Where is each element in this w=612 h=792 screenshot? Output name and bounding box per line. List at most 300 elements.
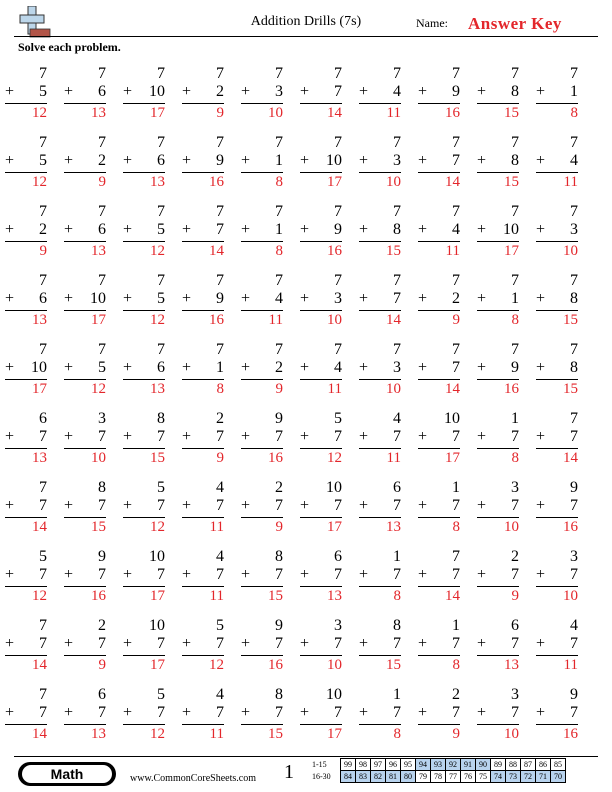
problem-top-number: 7 xyxy=(511,341,519,358)
plus-sign: + xyxy=(64,497,74,514)
problem-top-number: 3 xyxy=(334,617,342,634)
problem xyxy=(182,617,224,677)
problem xyxy=(182,203,224,263)
problem xyxy=(64,134,106,194)
problem-bottom-number: 7 xyxy=(334,704,342,721)
plus-sign: + xyxy=(418,428,428,445)
answer: 12 xyxy=(209,657,224,673)
problem xyxy=(477,203,519,263)
problem-top-number: 5 xyxy=(334,410,342,427)
problem xyxy=(359,479,401,539)
answer: 17 xyxy=(150,588,165,604)
problem-bottom-number: 4 xyxy=(393,83,401,100)
problem-top-number: 7 xyxy=(334,65,342,82)
problem xyxy=(241,134,283,194)
problem-bottom-number: 7 xyxy=(452,635,460,652)
page-number: 1 xyxy=(284,761,294,783)
problem-bottom-number: 7 xyxy=(157,497,165,514)
score-row-label: 1-15 xyxy=(312,760,327,769)
plus-sign: + xyxy=(5,566,15,583)
problem xyxy=(123,272,165,332)
problem-bottom-number: 7 xyxy=(393,566,401,583)
problem-bottom-number: 10 xyxy=(149,83,165,100)
problem-top-number: 8 xyxy=(275,548,283,565)
score-cell: 84 xyxy=(341,771,356,783)
problem-top-number: 4 xyxy=(216,686,224,703)
problem xyxy=(536,134,578,194)
problem-bottom-number: 7 xyxy=(570,497,578,514)
problem-top-number: 6 xyxy=(334,548,342,565)
problem-bottom-number: 7 xyxy=(157,635,165,652)
problem-bottom-number: 5 xyxy=(157,221,165,238)
problem-bottom-number: 8 xyxy=(570,290,578,307)
plus-sign: + xyxy=(418,635,428,652)
problem-top-number: 4 xyxy=(216,548,224,565)
problem-bottom-number: 7 xyxy=(570,635,578,652)
answer: 8 xyxy=(511,312,519,328)
plus-sign: + xyxy=(536,221,546,238)
problem-bottom-number: 2 xyxy=(39,221,47,238)
plus-sign: + xyxy=(536,704,546,721)
problem xyxy=(123,410,165,470)
problem xyxy=(5,134,47,194)
answer: 15 xyxy=(386,657,401,673)
problem-bottom-number: 7 xyxy=(452,428,460,445)
problem-bottom-number: 7 xyxy=(452,566,460,583)
answer: 17 xyxy=(327,726,342,742)
plus-sign: + xyxy=(64,152,74,169)
problem-bottom-number: 7 xyxy=(511,635,519,652)
answer: 13 xyxy=(32,450,47,466)
score-cell: 87 xyxy=(521,759,536,771)
problem-bottom-number: 3 xyxy=(393,359,401,376)
problem-bottom-number: 5 xyxy=(98,359,106,376)
problem-bottom-number: 7 xyxy=(216,497,224,514)
plus-sign: + xyxy=(536,635,546,652)
answer: 15 xyxy=(563,312,578,328)
problem-bottom-number: 1 xyxy=(511,290,519,307)
problem-top-number: 7 xyxy=(570,410,578,427)
problem xyxy=(300,134,342,194)
plus-sign: + xyxy=(123,704,133,721)
page-title: Addition Drills (7s) xyxy=(250,14,362,29)
problem xyxy=(5,548,47,608)
plus-sign: + xyxy=(477,428,487,445)
problem xyxy=(182,65,224,125)
problem-bottom-number: 7 xyxy=(98,635,106,652)
answer: 9 xyxy=(275,381,283,397)
plus-sign: + xyxy=(182,428,192,445)
problem xyxy=(536,203,578,263)
answer: 11 xyxy=(327,381,342,397)
problem xyxy=(477,272,519,332)
problem-bottom-number: 2 xyxy=(452,290,460,307)
problem-bottom-number: 6 xyxy=(98,221,106,238)
answer: 12 xyxy=(150,312,165,328)
problem-top-number: 5 xyxy=(157,479,165,496)
problem xyxy=(241,341,283,401)
problem xyxy=(536,65,578,125)
problem xyxy=(536,272,578,332)
answer: 8 xyxy=(452,657,460,673)
problem xyxy=(359,617,401,677)
problem-top-number: 7 xyxy=(452,341,460,358)
problem-bottom-number: 8 xyxy=(570,359,578,376)
problem xyxy=(123,65,165,125)
score-cell: 89 xyxy=(491,759,506,771)
answer: 16 xyxy=(504,381,519,397)
plus-sign: + xyxy=(536,152,546,169)
plus-sign: + xyxy=(241,359,251,376)
problem-top-number: 7 xyxy=(570,272,578,289)
problem-top-number: 6 xyxy=(393,479,401,496)
plus-sign: + xyxy=(300,428,310,445)
problem-bottom-number: 7 xyxy=(511,428,519,445)
problem xyxy=(241,686,283,746)
problem-top-number: 7 xyxy=(393,341,401,358)
answer: 8 xyxy=(275,243,283,259)
plus-sign: + xyxy=(241,704,251,721)
problem-top-number: 7 xyxy=(216,203,224,220)
answer: 15 xyxy=(268,726,283,742)
problem-top-number: 5 xyxy=(157,686,165,703)
problem xyxy=(477,479,519,539)
problem xyxy=(359,203,401,263)
problem-top-number: 7 xyxy=(39,272,47,289)
problem-top-number: 7 xyxy=(570,341,578,358)
answer: 13 xyxy=(504,657,519,673)
plus-sign: + xyxy=(123,428,133,445)
score-row xyxy=(312,771,566,783)
answer: 10 xyxy=(563,243,578,259)
score-cell: 70 xyxy=(551,771,566,783)
answer: 8 xyxy=(570,105,578,121)
problem-top-number: 4 xyxy=(216,479,224,496)
problem-top-number: 7 xyxy=(98,203,106,220)
problem xyxy=(5,686,47,746)
problem-bottom-number: 7 xyxy=(393,497,401,514)
problem-top-number: 7 xyxy=(275,272,283,289)
plus-sign: + xyxy=(123,566,133,583)
problem-top-number: 7 xyxy=(216,272,224,289)
problem-top-number: 6 xyxy=(98,686,106,703)
plus-sign: + xyxy=(477,704,487,721)
answer: 8 xyxy=(511,450,519,466)
problem-bottom-number: 4 xyxy=(452,221,460,238)
problem-top-number: 7 xyxy=(570,134,578,151)
plus-sign: + xyxy=(418,290,428,307)
plus-sign: + xyxy=(5,428,15,445)
answer: 8 xyxy=(393,726,401,742)
answer: 16 xyxy=(209,174,224,190)
problem-bottom-number: 3 xyxy=(275,83,283,100)
problem-top-number: 7 xyxy=(334,272,342,289)
score-cell: 79 xyxy=(416,771,431,783)
problem xyxy=(241,65,283,125)
problem-top-number: 1 xyxy=(393,686,401,703)
plus-sign: + xyxy=(536,566,546,583)
problem-top-number: 8 xyxy=(275,686,283,703)
problem xyxy=(182,479,224,539)
answer: 16 xyxy=(445,105,460,121)
answer: 10 xyxy=(563,588,578,604)
problem-bottom-number: 7 xyxy=(39,497,47,514)
problem xyxy=(536,341,578,401)
answer: 17 xyxy=(504,243,519,259)
answer: 17 xyxy=(32,381,47,397)
problem-top-number: 6 xyxy=(39,410,47,427)
problem-top-number: 4 xyxy=(393,410,401,427)
problem-top-number: 7 xyxy=(39,686,47,703)
problem-top-number: 1 xyxy=(393,548,401,565)
score-cell: 86 xyxy=(536,759,551,771)
problem xyxy=(64,548,106,608)
plus-sign: + xyxy=(359,152,369,169)
problem-top-number: 7 xyxy=(98,65,106,82)
problem xyxy=(5,272,47,332)
problem-bottom-number: 10 xyxy=(31,359,47,376)
plus-sign: + xyxy=(182,152,192,169)
problem-bottom-number: 7 xyxy=(39,428,47,445)
problem xyxy=(477,410,519,470)
problem xyxy=(182,341,224,401)
problem-bottom-number: 7 xyxy=(393,428,401,445)
plus-sign: + xyxy=(418,221,428,238)
problem-top-number: 7 xyxy=(216,134,224,151)
problem-bottom-number: 7 xyxy=(334,83,342,100)
problem-bottom-number: 7 xyxy=(98,497,106,514)
answer: 8 xyxy=(216,381,224,397)
plus-sign: + xyxy=(418,359,428,376)
answer: 10 xyxy=(268,105,283,121)
problem xyxy=(241,272,283,332)
problem-top-number: 2 xyxy=(275,479,283,496)
problem-bottom-number: 7 xyxy=(98,566,106,583)
problem-bottom-number: 4 xyxy=(570,152,578,169)
problem xyxy=(300,272,342,332)
plus-sign: + xyxy=(477,290,487,307)
answer: 13 xyxy=(386,519,401,535)
score-cell: 94 xyxy=(416,759,431,771)
problem-bottom-number: 5 xyxy=(39,83,47,100)
answer: 12 xyxy=(150,519,165,535)
problem xyxy=(182,272,224,332)
plus-sign: + xyxy=(300,290,310,307)
problem-bottom-number: 7 xyxy=(334,497,342,514)
problem xyxy=(536,686,578,746)
answer: 13 xyxy=(150,381,165,397)
plus-sign: + xyxy=(182,221,192,238)
plus-sign: + xyxy=(182,290,192,307)
answer: 15 xyxy=(268,588,283,604)
score-cell: 74 xyxy=(491,771,506,783)
plus-sign: + xyxy=(241,83,251,100)
plus-sign: + xyxy=(182,704,192,721)
problem-top-number: 7 xyxy=(98,341,106,358)
problem xyxy=(241,203,283,263)
answer: 10 xyxy=(91,450,106,466)
score-cell: 96 xyxy=(386,759,401,771)
plus-sign: + xyxy=(359,290,369,307)
problem xyxy=(418,548,460,608)
problem xyxy=(418,479,460,539)
score-cell: 93 xyxy=(431,759,446,771)
answer: 9 xyxy=(511,588,519,604)
problem xyxy=(123,203,165,263)
problem-top-number: 5 xyxy=(216,617,224,634)
footer-divider xyxy=(14,756,598,757)
instructions: Solve each problem. xyxy=(18,40,121,54)
problem-bottom-number: 7 xyxy=(216,428,224,445)
problem-top-number: 7 xyxy=(157,65,165,82)
answer: 13 xyxy=(91,726,106,742)
score-cell: 76 xyxy=(461,771,476,783)
problem-top-number: 3 xyxy=(98,410,106,427)
problem-top-number: 7 xyxy=(275,65,283,82)
problem xyxy=(477,548,519,608)
problem-top-number: 10 xyxy=(149,548,165,565)
problem-bottom-number: 10 xyxy=(503,221,519,238)
problem-bottom-number: 8 xyxy=(511,152,519,169)
answer: 15 xyxy=(563,381,578,397)
plus-sign: + xyxy=(536,497,546,514)
answer: 9 xyxy=(452,312,460,328)
plus-sign: + xyxy=(241,635,251,652)
problem-top-number: 7 xyxy=(511,65,519,82)
plus-sign: + xyxy=(182,635,192,652)
problem xyxy=(418,617,460,677)
math-badge-label: Math xyxy=(22,765,112,783)
problem-top-number: 7 xyxy=(452,134,460,151)
problem-bottom-number: 7 xyxy=(334,428,342,445)
answer: 16 xyxy=(91,588,106,604)
problem-bottom-number: 7 xyxy=(511,497,519,514)
problem xyxy=(300,203,342,263)
problem-bottom-number: 7 xyxy=(393,704,401,721)
problem xyxy=(64,65,106,125)
plus-sign: + xyxy=(5,704,15,721)
answer: 9 xyxy=(98,657,106,673)
plus-sign: + xyxy=(64,83,74,100)
problem-top-number: 7 xyxy=(157,272,165,289)
plus-sign: + xyxy=(477,359,487,376)
problem-top-number: 7 xyxy=(98,272,106,289)
site-url: www.CommonCoreSheets.com xyxy=(130,773,257,784)
problem xyxy=(477,686,519,746)
plus-sign: + xyxy=(300,359,310,376)
problem-bottom-number: 7 xyxy=(216,635,224,652)
score-cell: 80 xyxy=(401,771,416,783)
plus-sign: + xyxy=(536,359,546,376)
plus-sign: + xyxy=(182,566,192,583)
problem-top-number: 7 xyxy=(39,134,47,151)
problem-top-number: 10 xyxy=(326,686,342,703)
answer: 14 xyxy=(209,243,224,259)
problem xyxy=(241,479,283,539)
plus-sign: + xyxy=(241,221,251,238)
answer: 11 xyxy=(209,726,224,742)
problem-top-number: 7 xyxy=(452,203,460,220)
problem-top-number: 7 xyxy=(570,65,578,82)
problem xyxy=(300,65,342,125)
answer: 8 xyxy=(452,519,460,535)
problem xyxy=(359,686,401,746)
plus-sign: + xyxy=(359,497,369,514)
problem-top-number: 2 xyxy=(216,410,224,427)
score-cell: 75 xyxy=(476,771,491,783)
problem-top-number: 2 xyxy=(98,617,106,634)
problem xyxy=(536,548,578,608)
plus-sign: + xyxy=(241,566,251,583)
problem-bottom-number: 7 xyxy=(511,566,519,583)
answer: 10 xyxy=(327,657,342,673)
problem xyxy=(418,272,460,332)
answer: 14 xyxy=(327,105,342,121)
problem-bottom-number: 4 xyxy=(275,290,283,307)
problem-top-number: 9 xyxy=(570,686,578,703)
problem-top-number: 7 xyxy=(39,479,47,496)
answer: 14 xyxy=(445,174,460,190)
plus-sign: + xyxy=(300,704,310,721)
problem xyxy=(418,65,460,125)
plus-sign: + xyxy=(536,290,546,307)
problem xyxy=(418,686,460,746)
plus-sign: + xyxy=(359,635,369,652)
answer: 17 xyxy=(327,519,342,535)
answer-key-label: Answer Key xyxy=(468,14,562,33)
answer: 16 xyxy=(327,243,342,259)
problem xyxy=(5,65,47,125)
problem-bottom-number: 9 xyxy=(511,359,519,376)
problem xyxy=(359,410,401,470)
plus-sign: + xyxy=(123,635,133,652)
problem-bottom-number: 7 xyxy=(39,566,47,583)
problem xyxy=(300,548,342,608)
answer: 10 xyxy=(504,726,519,742)
problem-top-number: 7 xyxy=(98,134,106,151)
problem-top-number: 7 xyxy=(275,134,283,151)
problem-top-number: 7 xyxy=(39,617,47,634)
answer: 9 xyxy=(452,726,460,742)
problem-bottom-number: 5 xyxy=(39,152,47,169)
score-cell: 92 xyxy=(446,759,461,771)
plus-sign: + xyxy=(359,566,369,583)
answer: 14 xyxy=(32,726,47,742)
plus-sign: + xyxy=(182,497,192,514)
problem xyxy=(64,341,106,401)
answer: 14 xyxy=(445,588,460,604)
plus-sign: + xyxy=(418,497,428,514)
problem xyxy=(536,617,578,677)
answer: 12 xyxy=(91,381,106,397)
answer: 17 xyxy=(445,450,460,466)
problem-top-number: 8 xyxy=(393,617,401,634)
problem xyxy=(300,686,342,746)
problem-bottom-number: 1 xyxy=(275,221,283,238)
problem-bottom-number: 1 xyxy=(570,83,578,100)
score-table xyxy=(312,758,566,783)
problem-bottom-number: 9 xyxy=(334,221,342,238)
problem-bottom-number: 7 xyxy=(452,152,460,169)
problem-bottom-number: 7 xyxy=(393,290,401,307)
problem-bottom-number: 7 xyxy=(570,704,578,721)
problem-top-number: 7 xyxy=(334,134,342,151)
problem xyxy=(536,479,578,539)
score-cell: 78 xyxy=(431,771,446,783)
problem-bottom-number: 7 xyxy=(393,635,401,652)
plus-sign: + xyxy=(123,152,133,169)
problem xyxy=(5,410,47,470)
